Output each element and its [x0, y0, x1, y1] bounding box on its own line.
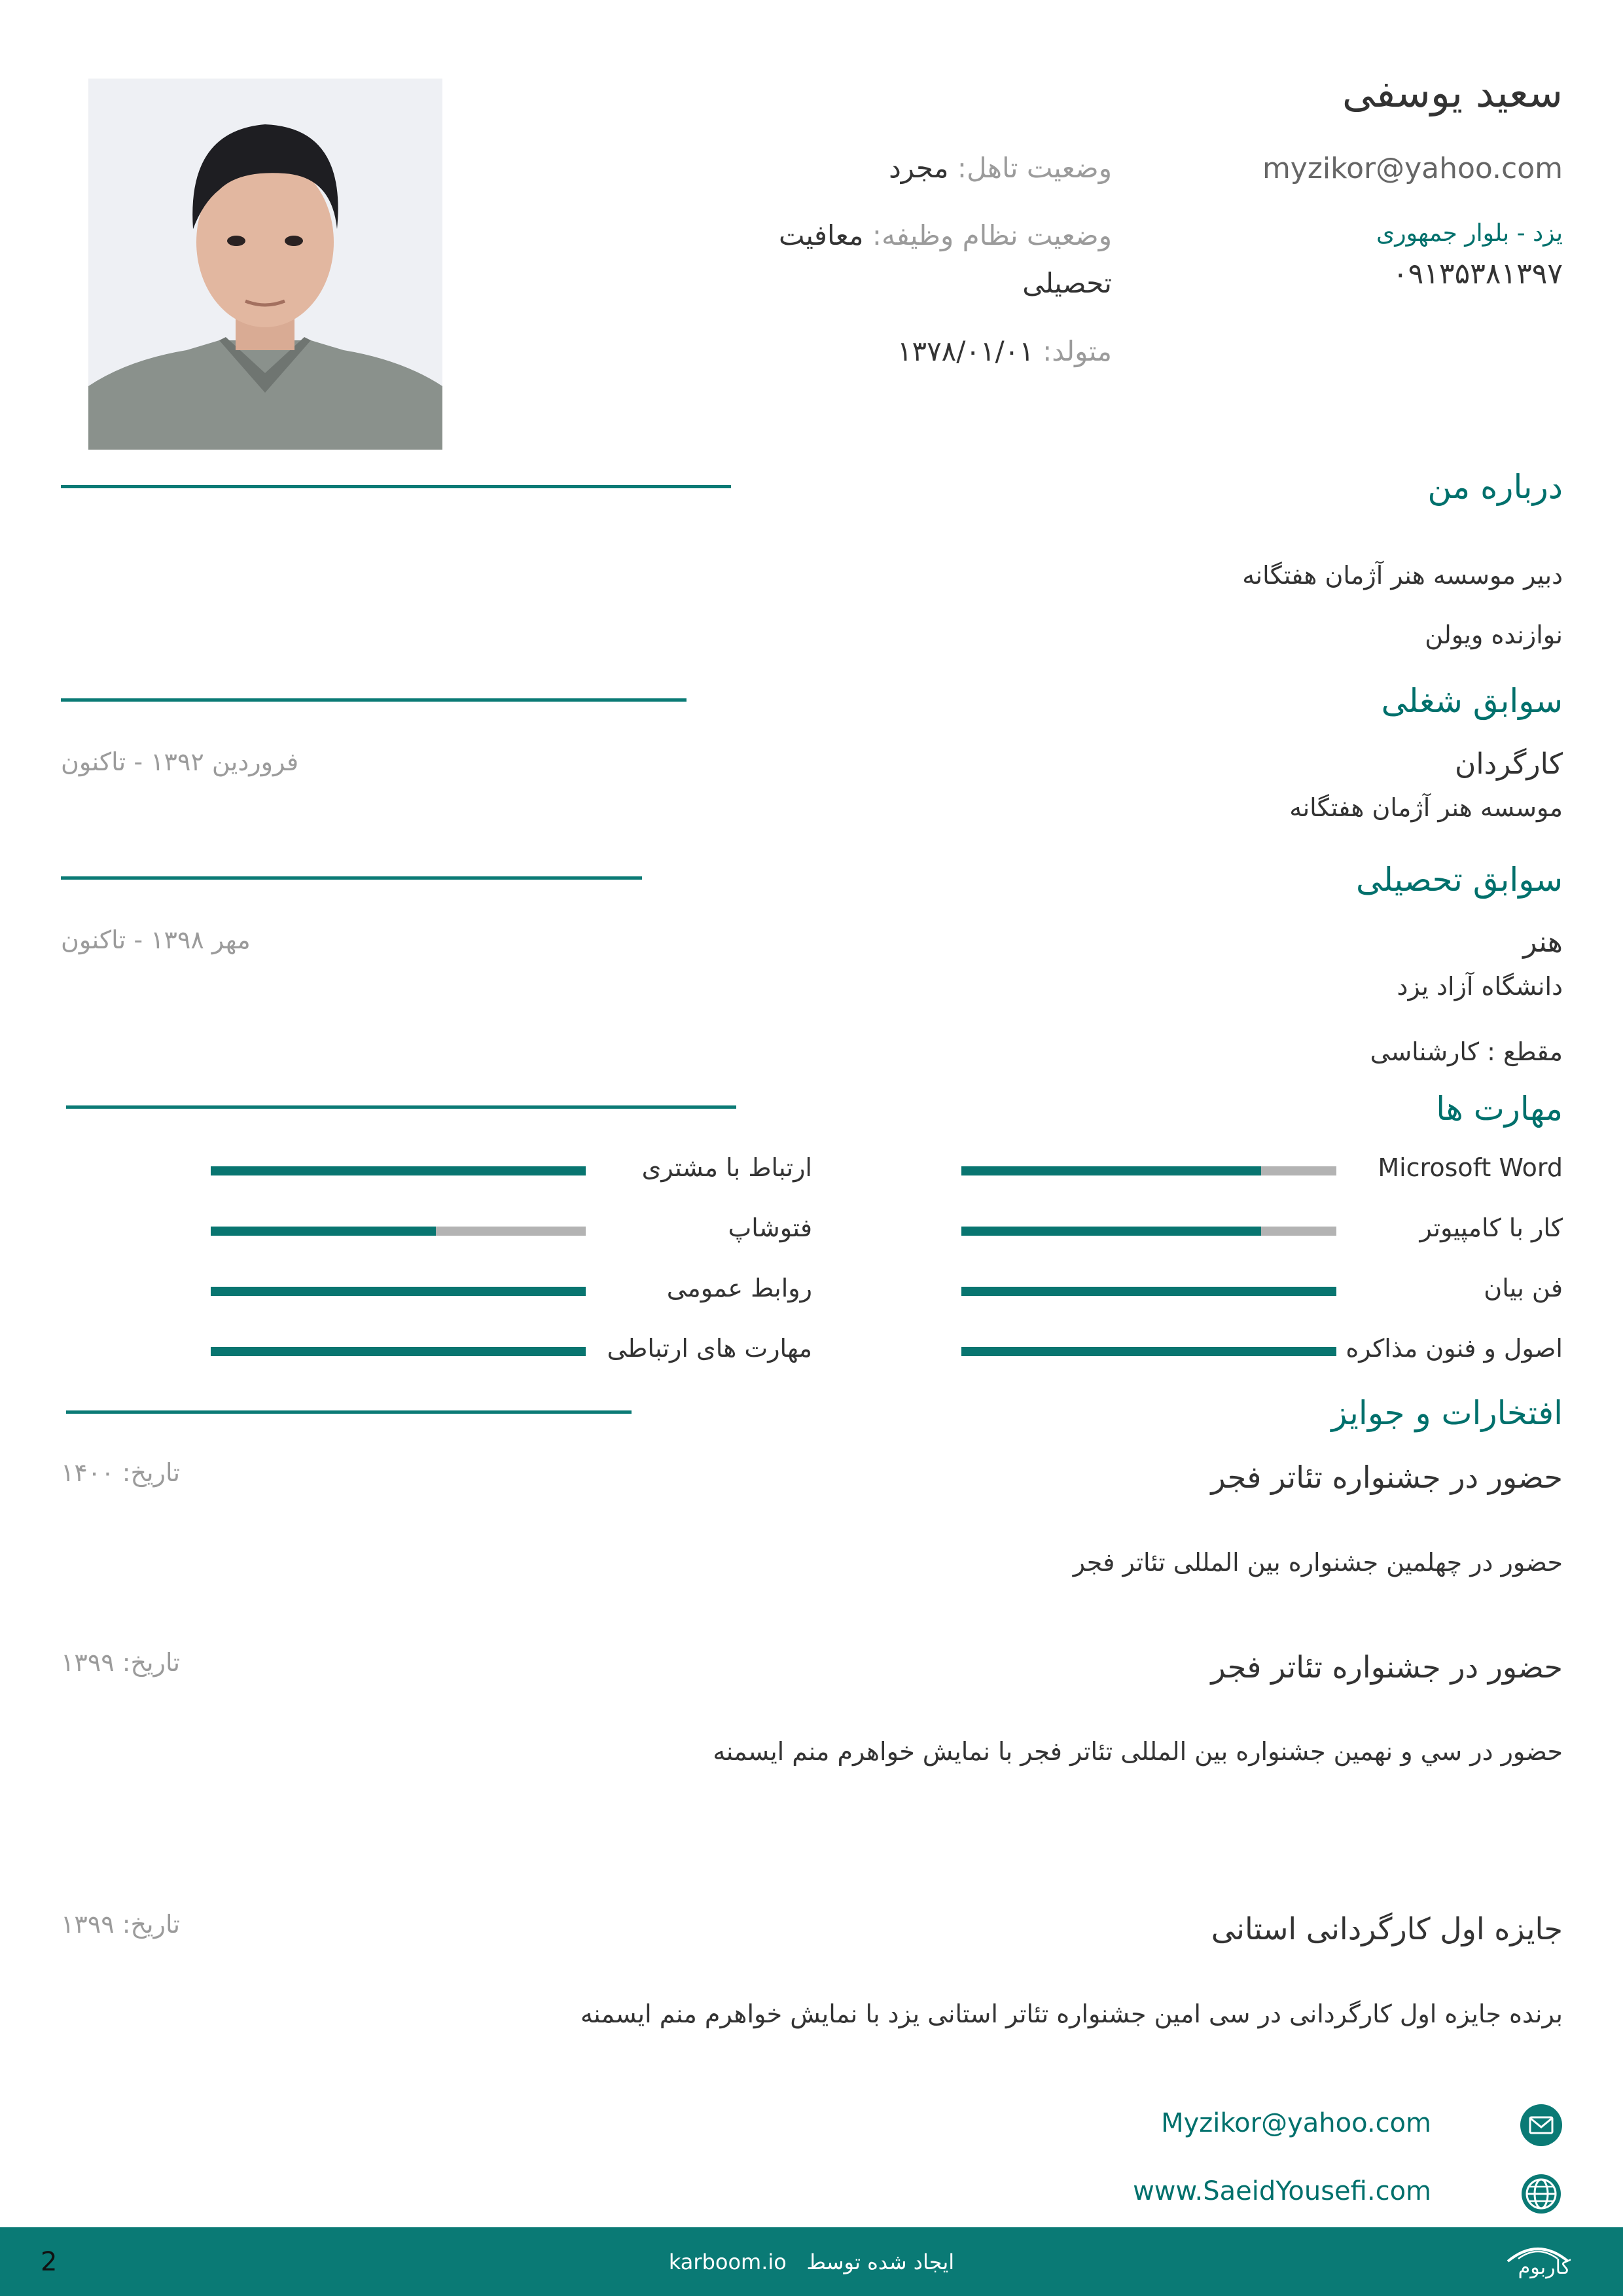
award-desc: برنده جایزه اول کارگردانی در سی امین جشنواره تئاتر استانی یزد با نمایش خواهرم منم ایسمنه	[580, 2000, 1563, 2028]
birth-value: ۱۳۷۸/۰۱/۰۱	[897, 335, 1034, 367]
work-company: موسسه هنر آژمان هفتگانه	[1289, 793, 1563, 822]
award-date: تاریخ: ۱۴۰۰	[61, 1458, 181, 1487]
skill-label: روابط عمومی	[666, 1274, 812, 1302]
military-label: وضعیت نظام وظیفه:	[872, 219, 1112, 251]
education-divider	[61, 876, 642, 880]
education-degree: مقطع : کارشناسی	[1370, 1037, 1563, 1066]
skill-bar	[961, 1347, 1336, 1356]
skill-label: فتوشاپ	[728, 1213, 812, 1242]
education-school: دانشگاه آزاد یزد	[1397, 972, 1563, 1001]
contact-website[interactable]: www.SaeidYousefi.com	[1133, 2176, 1431, 2206]
work-date: فروردین ۱۳۹۲ - تاکنون	[61, 747, 299, 776]
work-heading: سوابق شغلی	[1381, 682, 1563, 720]
skill-bar	[961, 1166, 1336, 1175]
marital-value: مجرد	[889, 152, 949, 184]
envelope-icon	[1520, 2104, 1562, 2146]
footer-bar	[0, 2227, 1623, 2296]
award-date: تاریخ: ۱۳۹۹	[61, 1910, 181, 1939]
birth-date	[897, 335, 1112, 367]
logo-text: کاربوم	[1518, 2256, 1571, 2279]
award-title: جایزه اول کارگردانی استانی	[1211, 1911, 1563, 1946]
award-date: تاریخ: ۱۳۹۹	[61, 1648, 181, 1677]
skill-label: اصول و فنون مذاکره	[1346, 1334, 1563, 1363]
skill-label: Microsoft Word	[1378, 1153, 1563, 1182]
skill-bar	[211, 1287, 586, 1296]
skill-label: مهارت های ارتباطی	[607, 1334, 812, 1363]
about-line: نوازنده ویولن	[1425, 620, 1563, 649]
header-address: یزد - بلوار جمهوری	[1376, 220, 1563, 247]
work-divider	[61, 698, 687, 702]
education-date: مهر ۱۳۹۸ - تاکنون	[61, 925, 251, 954]
footer-credit-site[interactable]: karboom.io	[668, 2250, 787, 2274]
skill-bar	[961, 1287, 1336, 1296]
globe-icon	[1520, 2173, 1562, 2215]
full-name: سعید یوسفی	[1342, 69, 1563, 117]
education-field: هنر	[1523, 925, 1563, 959]
page-number: 2	[41, 2247, 58, 2277]
skill-bar	[961, 1227, 1336, 1236]
skill-bar	[211, 1227, 586, 1236]
header-phone: ۰۹۱۳۵۳۸۱۳۹۷	[1393, 257, 1563, 291]
marital-status	[889, 152, 1112, 184]
about-line: دبیر موسسه هنر آژمان هفتگانه	[1242, 561, 1563, 590]
skill-bar	[211, 1347, 586, 1356]
skill-label: کار با کامپیوتر	[1419, 1213, 1563, 1242]
awards-divider	[66, 1410, 632, 1414]
profile-photo	[88, 79, 442, 450]
footer-credit-prefix: ایجاد شده توسط	[806, 2250, 955, 2274]
footer-credit	[0, 2250, 1623, 2274]
karboom-logo	[1499, 2239, 1577, 2285]
header-email[interactable]: myzikor@yahoo.com	[1262, 152, 1563, 185]
award-desc: حضور در سي و نهمین جشنواره بین المللی تئاتر فجر با نمایش خواهرم منم ایسمنه	[713, 1737, 1563, 1766]
military-value-cont: تحصیلی	[1022, 267, 1112, 299]
award-title: حضور در جشنواره تئاتر فجر	[1211, 1460, 1563, 1495]
marital-label: وضعیت تاهل:	[957, 152, 1112, 184]
contact-email[interactable]: Myzikor@yahoo.com	[1161, 2108, 1431, 2138]
about-heading: درباره من	[1427, 468, 1563, 506]
award-title: حضور در جشنواره تئاتر فجر	[1211, 1649, 1563, 1685]
award-desc: حضور در چهلمین جشنواره بین المللی تئاتر فجر	[1073, 1548, 1563, 1577]
education-heading: سوابق تحصیلی	[1356, 861, 1563, 899]
about-divider	[61, 485, 731, 488]
work-role: کارگردان	[1455, 747, 1563, 781]
military-status	[779, 219, 1112, 251]
military-value: معافیت	[779, 219, 864, 251]
skill-label: فن بیان	[1484, 1274, 1563, 1302]
skill-label: ارتباط با مشتری	[641, 1153, 812, 1182]
skill-bar	[211, 1166, 586, 1175]
birth-label: متولد:	[1043, 335, 1112, 367]
skills-heading: مهارت ها	[1436, 1090, 1563, 1128]
awards-heading: افتخارات و جوایز	[1331, 1394, 1563, 1432]
skills-divider	[66, 1105, 736, 1109]
